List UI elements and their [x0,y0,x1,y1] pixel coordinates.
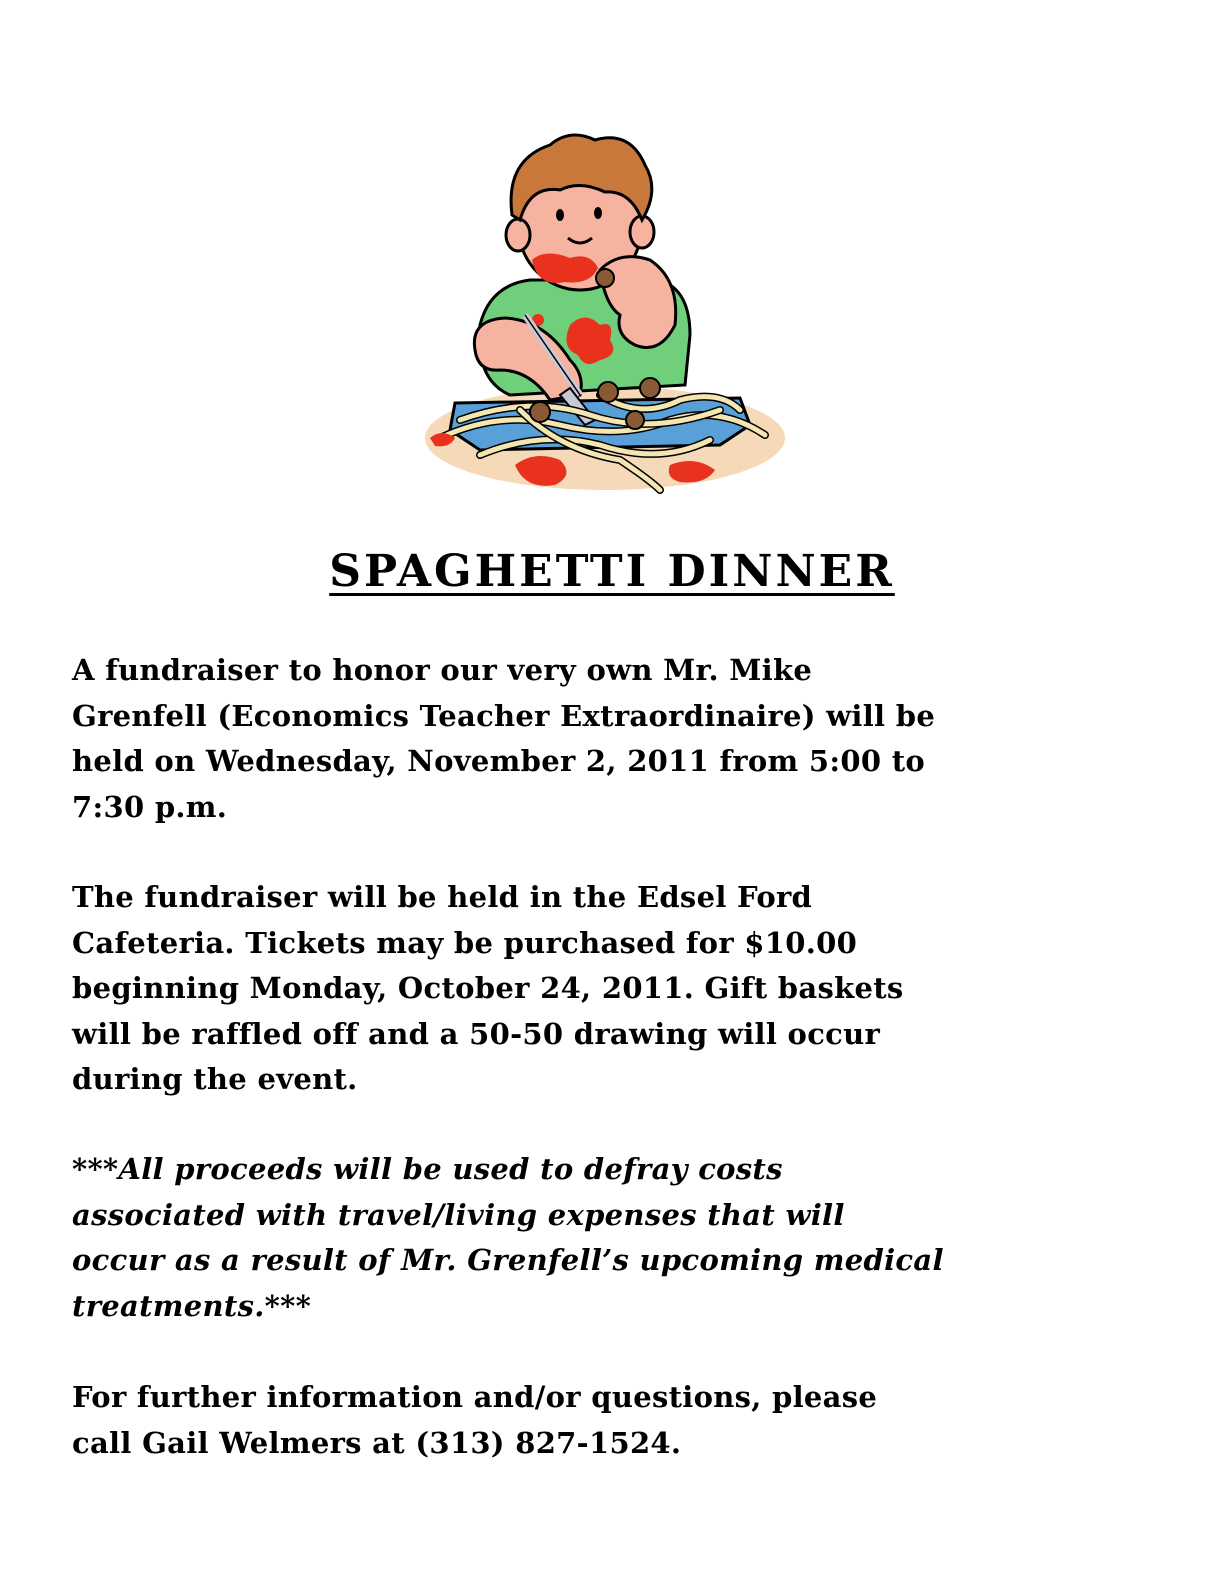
text-line: treatments.*** [72,1288,312,1323]
text-line: A fundraiser to honor our very own Mr. Mike [72,653,813,687]
paragraph-contact-info [72,1375,1162,1466]
text-line: associated with travel/living expenses that will [72,1197,845,1232]
meatball-icon [530,402,550,422]
text-line: ***All proceeds will be used to defray costs [72,1152,783,1186]
text-line: beginning Monday, October 24, 2011. Gift baskets [72,971,904,1006]
meatball-icon [598,382,618,402]
meatball-icon [596,269,614,287]
paragraph-event-details [72,648,1162,830]
text-line: during the event. [72,1062,358,1097]
eye-icon [556,209,564,221]
text-line: For further information and/or questions, please [72,1380,878,1414]
meatball-icon [640,378,660,398]
text-line: 7:30 p.m. [72,789,228,824]
text-line: Cafeteria. Tickets may be purchased for $10.00 [72,925,858,960]
meatball-icon [626,411,644,429]
eye-icon [594,207,602,219]
paragraph-proceeds-note [72,1147,1162,1329]
page-title [0,540,1224,604]
paragraph-location-tickets [72,875,1162,1103]
ear-icon [506,219,530,251]
text-line: occur as a result of Mr. Grenfell’s upcoming medical [72,1243,944,1278]
title-text: SPAGHETTI DINNER [329,546,895,597]
text-line: held on Wednesday, November 2, 2011 from 5:00 to [72,744,926,779]
spaghetti-child-illustration [420,120,790,505]
text-line: call Gail Welmers at (313) 827-1524. [72,1425,682,1460]
text-line: Grenfell (Economics Teacher Extraordinaire) will be [72,698,936,733]
text-line: The fundraiser will be held in the Edsel Ford [72,880,813,914]
text-line: will be raffled off and a 50-50 drawing will occur [72,1016,881,1051]
